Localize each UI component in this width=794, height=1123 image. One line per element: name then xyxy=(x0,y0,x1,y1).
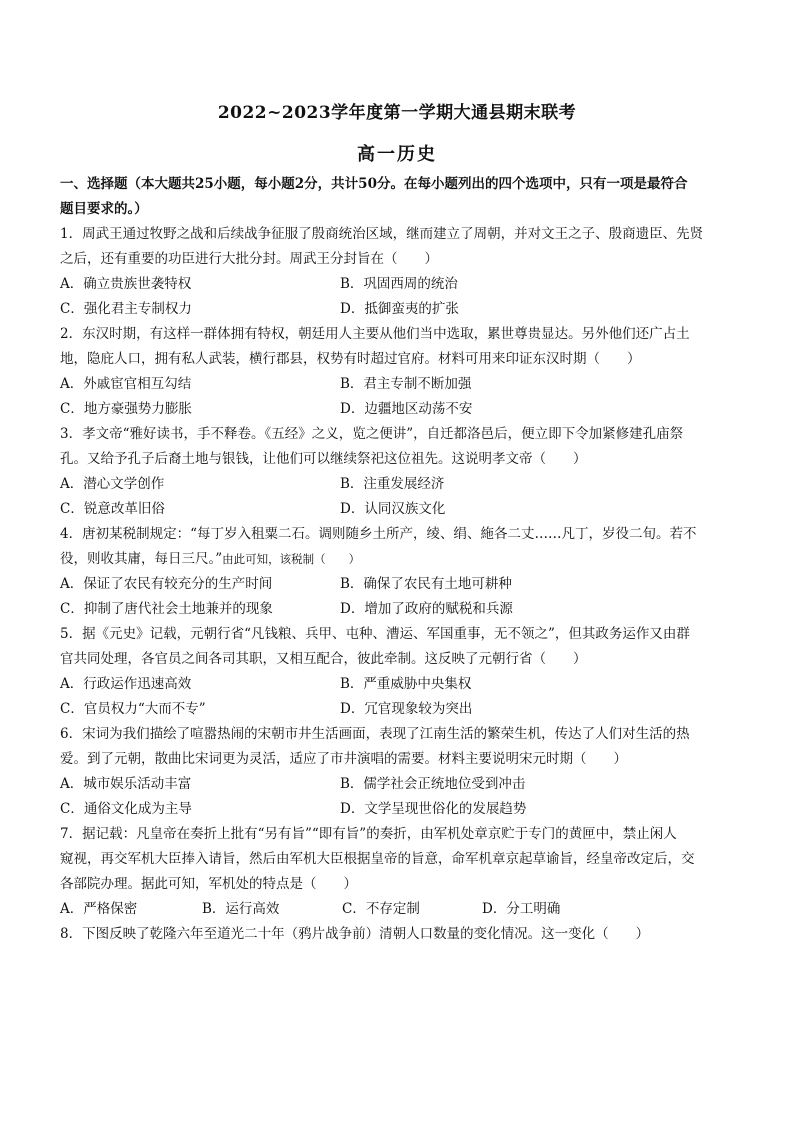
option-c: C．强化君主专制权力 xyxy=(60,301,192,317)
option-d: D．边疆地区动荡不安 xyxy=(340,401,473,417)
option-d: D．文学呈现世俗化的发展趋势 xyxy=(340,801,527,817)
question-3-stem-line: 3．孝文帝“雅好读书，手不释卷。《五经》之义，览之便讲”，自迁都洛邑后，便立即下令加紧修建孔庙祭 xyxy=(60,426,684,442)
option-a: A．外戚宦官相互勾结 xyxy=(60,376,192,392)
option-row xyxy=(60,697,736,722)
option-d: D．分工明确 xyxy=(482,901,561,917)
question-5-stem-line: 官共同处理，各官员之间各司其职，又相互配合，彼此牵制。这反映了元朝行省（ ） xyxy=(60,651,587,667)
option-b: B．注重发展经济 xyxy=(340,476,445,492)
option-a: A．确立贵族世袭特权 xyxy=(60,276,192,292)
option-row xyxy=(60,772,736,797)
option-b: B．确保了农民有土地可耕种 xyxy=(340,576,512,592)
question-6-stem-line: 爱。到了元朝，散曲比宋词更为灵活，适应了市井演唱的需要。材料主要说明宋元时期（ ） xyxy=(60,751,627,767)
option-c: C．锐意改革旧俗 xyxy=(60,501,165,517)
option-b: B．君主专制不断加强 xyxy=(340,376,472,392)
option-row xyxy=(60,397,736,422)
option-c: C．通俗文化成为主导 xyxy=(60,801,192,817)
option-a: A．潜心文学创作 xyxy=(60,476,165,492)
option-a: A．行政运作迅速高效 xyxy=(60,676,192,692)
question-2-stem-line: 地，隐庇人口，拥有私人武装，横行郡县，权势有时超过官府。材料可用来印证东汉时期（ ） xyxy=(60,351,641,367)
option-a: A．保证了农民有较充分的生产时间 xyxy=(60,576,273,592)
question-7-stem-line: 7．据记载：凡皇帝在奏折上批有“另有旨”“即有旨”的奏折，由军机处章京贮于专门的黄匣中，禁止闲人 xyxy=(60,826,677,842)
question-4-stem-tail: 由此可知，该税制（ ） xyxy=(222,552,361,566)
exam-title: 2022~2023学年度第一学期大通县期末联考 xyxy=(217,103,577,123)
option-row xyxy=(60,472,736,497)
question-7-stem-line: 窥视，再交军机大臣捧入请旨，然后由军机大臣根据皇帝的旨意，命军机章京起草谕旨，经皇帝改定后，交 xyxy=(60,851,695,867)
option-b: B．儒学社会正统地位受到冲击 xyxy=(340,776,526,792)
option-row xyxy=(60,297,736,322)
option-row xyxy=(60,372,736,397)
option-d: D．认同汉族文化 xyxy=(340,501,446,517)
question-4-stem-line xyxy=(60,547,736,572)
option-row xyxy=(60,597,736,622)
question-1-stem-line: 1．周武王通过牧野之战和后续战争征服了殷商统治区域，继而建立了周朝，并对文王之子、殷商遗臣、先贤 xyxy=(60,226,704,242)
section-heading-line: 题目要求的。） xyxy=(60,201,148,217)
question-4-stem-line: 4．唐初某税制规定：“每丁岁入租粟二石。调则随乡土所产，绫、绢、絁各二丈……凡丁，岁役二旬。若不 xyxy=(60,526,697,542)
option-c: C．抑制了唐代社会土地兼并的现象 xyxy=(60,601,273,617)
option-row xyxy=(60,897,736,922)
option-c: C．官员权力“大而不专” xyxy=(60,701,206,717)
question-2-stem-line: 2．东汉时期，有这样一群体拥有特权，朝廷用人主要从他们当中选取，累世尊贵显达。另外他们还广占土 xyxy=(60,326,690,342)
option-d: D．增加了政府的赋税和兵源 xyxy=(340,601,513,617)
option-a: A．严格保密 xyxy=(60,901,138,917)
option-row xyxy=(60,572,736,597)
section-heading xyxy=(60,172,736,222)
question-8-stem-line: 8．下图反映了乾隆六年至道光二十年（鸦片战争前）清朝人口数量的变化情况。这一变化（ ） xyxy=(60,926,650,942)
option-d: D．抵御蛮夷的扩张 xyxy=(340,301,459,317)
question-7-stem-line: 各部院办理。据此可知，军机处的特点是（ ） xyxy=(60,876,357,892)
option-row xyxy=(60,497,736,522)
option-b: B．运行高效 xyxy=(202,901,280,917)
option-a: A．城市娱乐活动丰富 xyxy=(60,776,192,792)
question-3-stem-line: 孔。又给予孔子后裔土地与银钱，让他们可以继续祭祀这位祖先。这说明孝文帝（ ） xyxy=(60,451,587,467)
subject-title: 高一历史 xyxy=(357,144,437,165)
question-5-stem-line: 5．据《元史》记载，元朝行省“凡钱粮、兵甲、屯种、漕运、军国重事，无不领之”，但其政务运作又由群 xyxy=(60,626,690,642)
question-1-stem-line: 之后，还有重要的功臣进行大批分封。周武王分封旨在（ ） xyxy=(60,251,438,267)
question-list xyxy=(60,222,736,947)
option-b: B．严重威胁中央集权 xyxy=(340,676,472,692)
option-row xyxy=(60,672,736,697)
question-4-stem-text: 役，则收其庸，每日三尺。” xyxy=(60,551,223,567)
option-row xyxy=(60,272,736,297)
option-b: B．巩固西周的统治 xyxy=(340,276,458,292)
question-6-stem-line: 6．宋词为我们描绘了喧嚣热闹的宋朝市井生活画面，表现了江南生活的繁荣生机，传达了人们对生活的热 xyxy=(60,726,690,742)
option-c: C．不存定制 xyxy=(342,901,420,917)
option-d: D．冗官现象较为突出 xyxy=(340,701,473,717)
option-c: C．地方豪强势力膨胀 xyxy=(60,401,192,417)
section-heading-line: 一、选择题（本大题共25小题，每小题2分，共计50分。在每小题列出的四个选项中，只有一项是最符合 xyxy=(60,176,688,192)
option-row xyxy=(60,797,736,822)
